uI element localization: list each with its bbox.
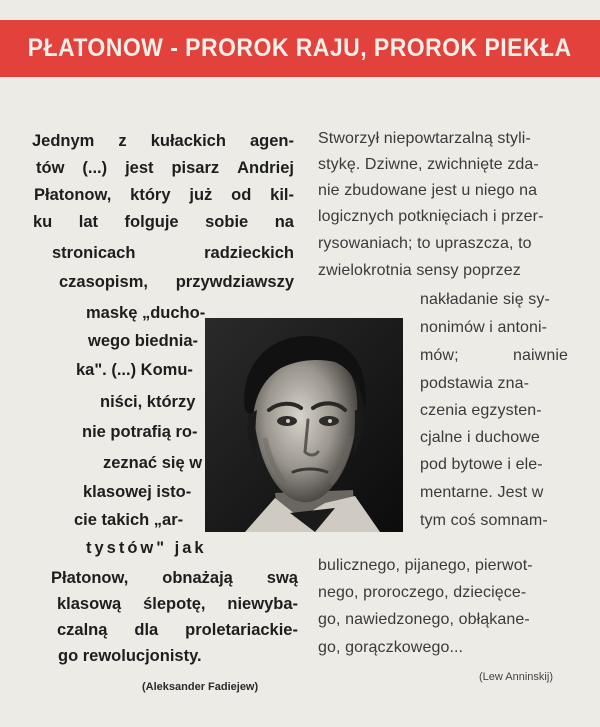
right-text-line: stykę. Dziwne, zwichnięte zda- (318, 156, 539, 173)
right-text-line: Stworzył niepowtarzalną styli- (318, 130, 531, 147)
left-text-line: cie takich „ar- (74, 511, 184, 529)
left-text-line: nie potrafią ro- (82, 423, 198, 441)
left-text-line: Płatonow, który już od kil- (34, 186, 294, 204)
portrait-photo (205, 318, 403, 532)
page-title: PŁATONOW - PROROK RAJU, PROROK PIEKŁA (28, 34, 572, 62)
left-text-line: go rewolucjonisty. (58, 647, 202, 665)
right-text-line: tym coś somnam- (420, 512, 548, 529)
right-text-line: podstawia zna- (420, 375, 530, 392)
right-text-line: bulicznego, pijanego, pierwot- (318, 557, 533, 574)
left-text-line: stronicach radzieckich (52, 244, 294, 262)
left-text-line: zeznać się w (103, 454, 203, 472)
author-portrait (205, 318, 403, 532)
right-text-line: pod bytowe i ele- (420, 456, 543, 473)
left-text-line: Jednym z kułackich agen- (32, 132, 294, 150)
left-text-line: klasową ślepotę, niewyba- (57, 595, 298, 613)
left-text-line: klasowej isto- (83, 483, 192, 501)
right-text-line: mentarne. Jest w (420, 484, 544, 501)
left-text-line: czasopism, przywdziawszy (59, 273, 294, 291)
right-text-line: zwielokrotnia sensy poprzez (318, 262, 521, 279)
left-text-line: wego biednia- (88, 332, 199, 350)
right-text-line: nie zbudowane jest u niego na (318, 182, 538, 199)
left-text-line: niści, którzy (100, 393, 196, 411)
title-banner (0, 20, 600, 77)
right-text-line: nego, proroczego, dziecięce- (318, 584, 527, 601)
right-text-line: czenia egzysten- (420, 402, 542, 419)
left-text-line: ku lat folguje sobie na (33, 213, 294, 231)
right-text-line: nakładanie się sy- (420, 291, 550, 308)
left-text-line: ka". (...) Komu- (76, 361, 193, 379)
left-text-line: maskę „ducho- (86, 304, 206, 322)
left-text-line: tów (...) jest pisarz Andriej (36, 159, 294, 177)
right-text-line: mów; naiwnie (420, 347, 568, 364)
left-text-line: Płatonow, obnażają swą (51, 569, 298, 587)
right-text-line: go, gorączkowego... (318, 639, 464, 656)
right-text-line: logicznych potknięciach i przer- (318, 208, 544, 225)
right-text-line: cjalne i duchowe (420, 429, 540, 446)
attribution-anninskij: (Lew Anninskij) (479, 671, 553, 683)
attribution-fadiejew: (Aleksander Fadiejew) (142, 681, 259, 693)
left-text-line: tystów" jak (86, 539, 207, 557)
right-text-line: rysowaniach; to upraszcza, to (318, 235, 532, 252)
right-text-line: nonimów i antoni- (420, 319, 548, 336)
left-text-line: czalną dla proletariackie- (57, 621, 298, 639)
right-text-line: go, nawiedzonego, obłąkane- (318, 611, 530, 628)
